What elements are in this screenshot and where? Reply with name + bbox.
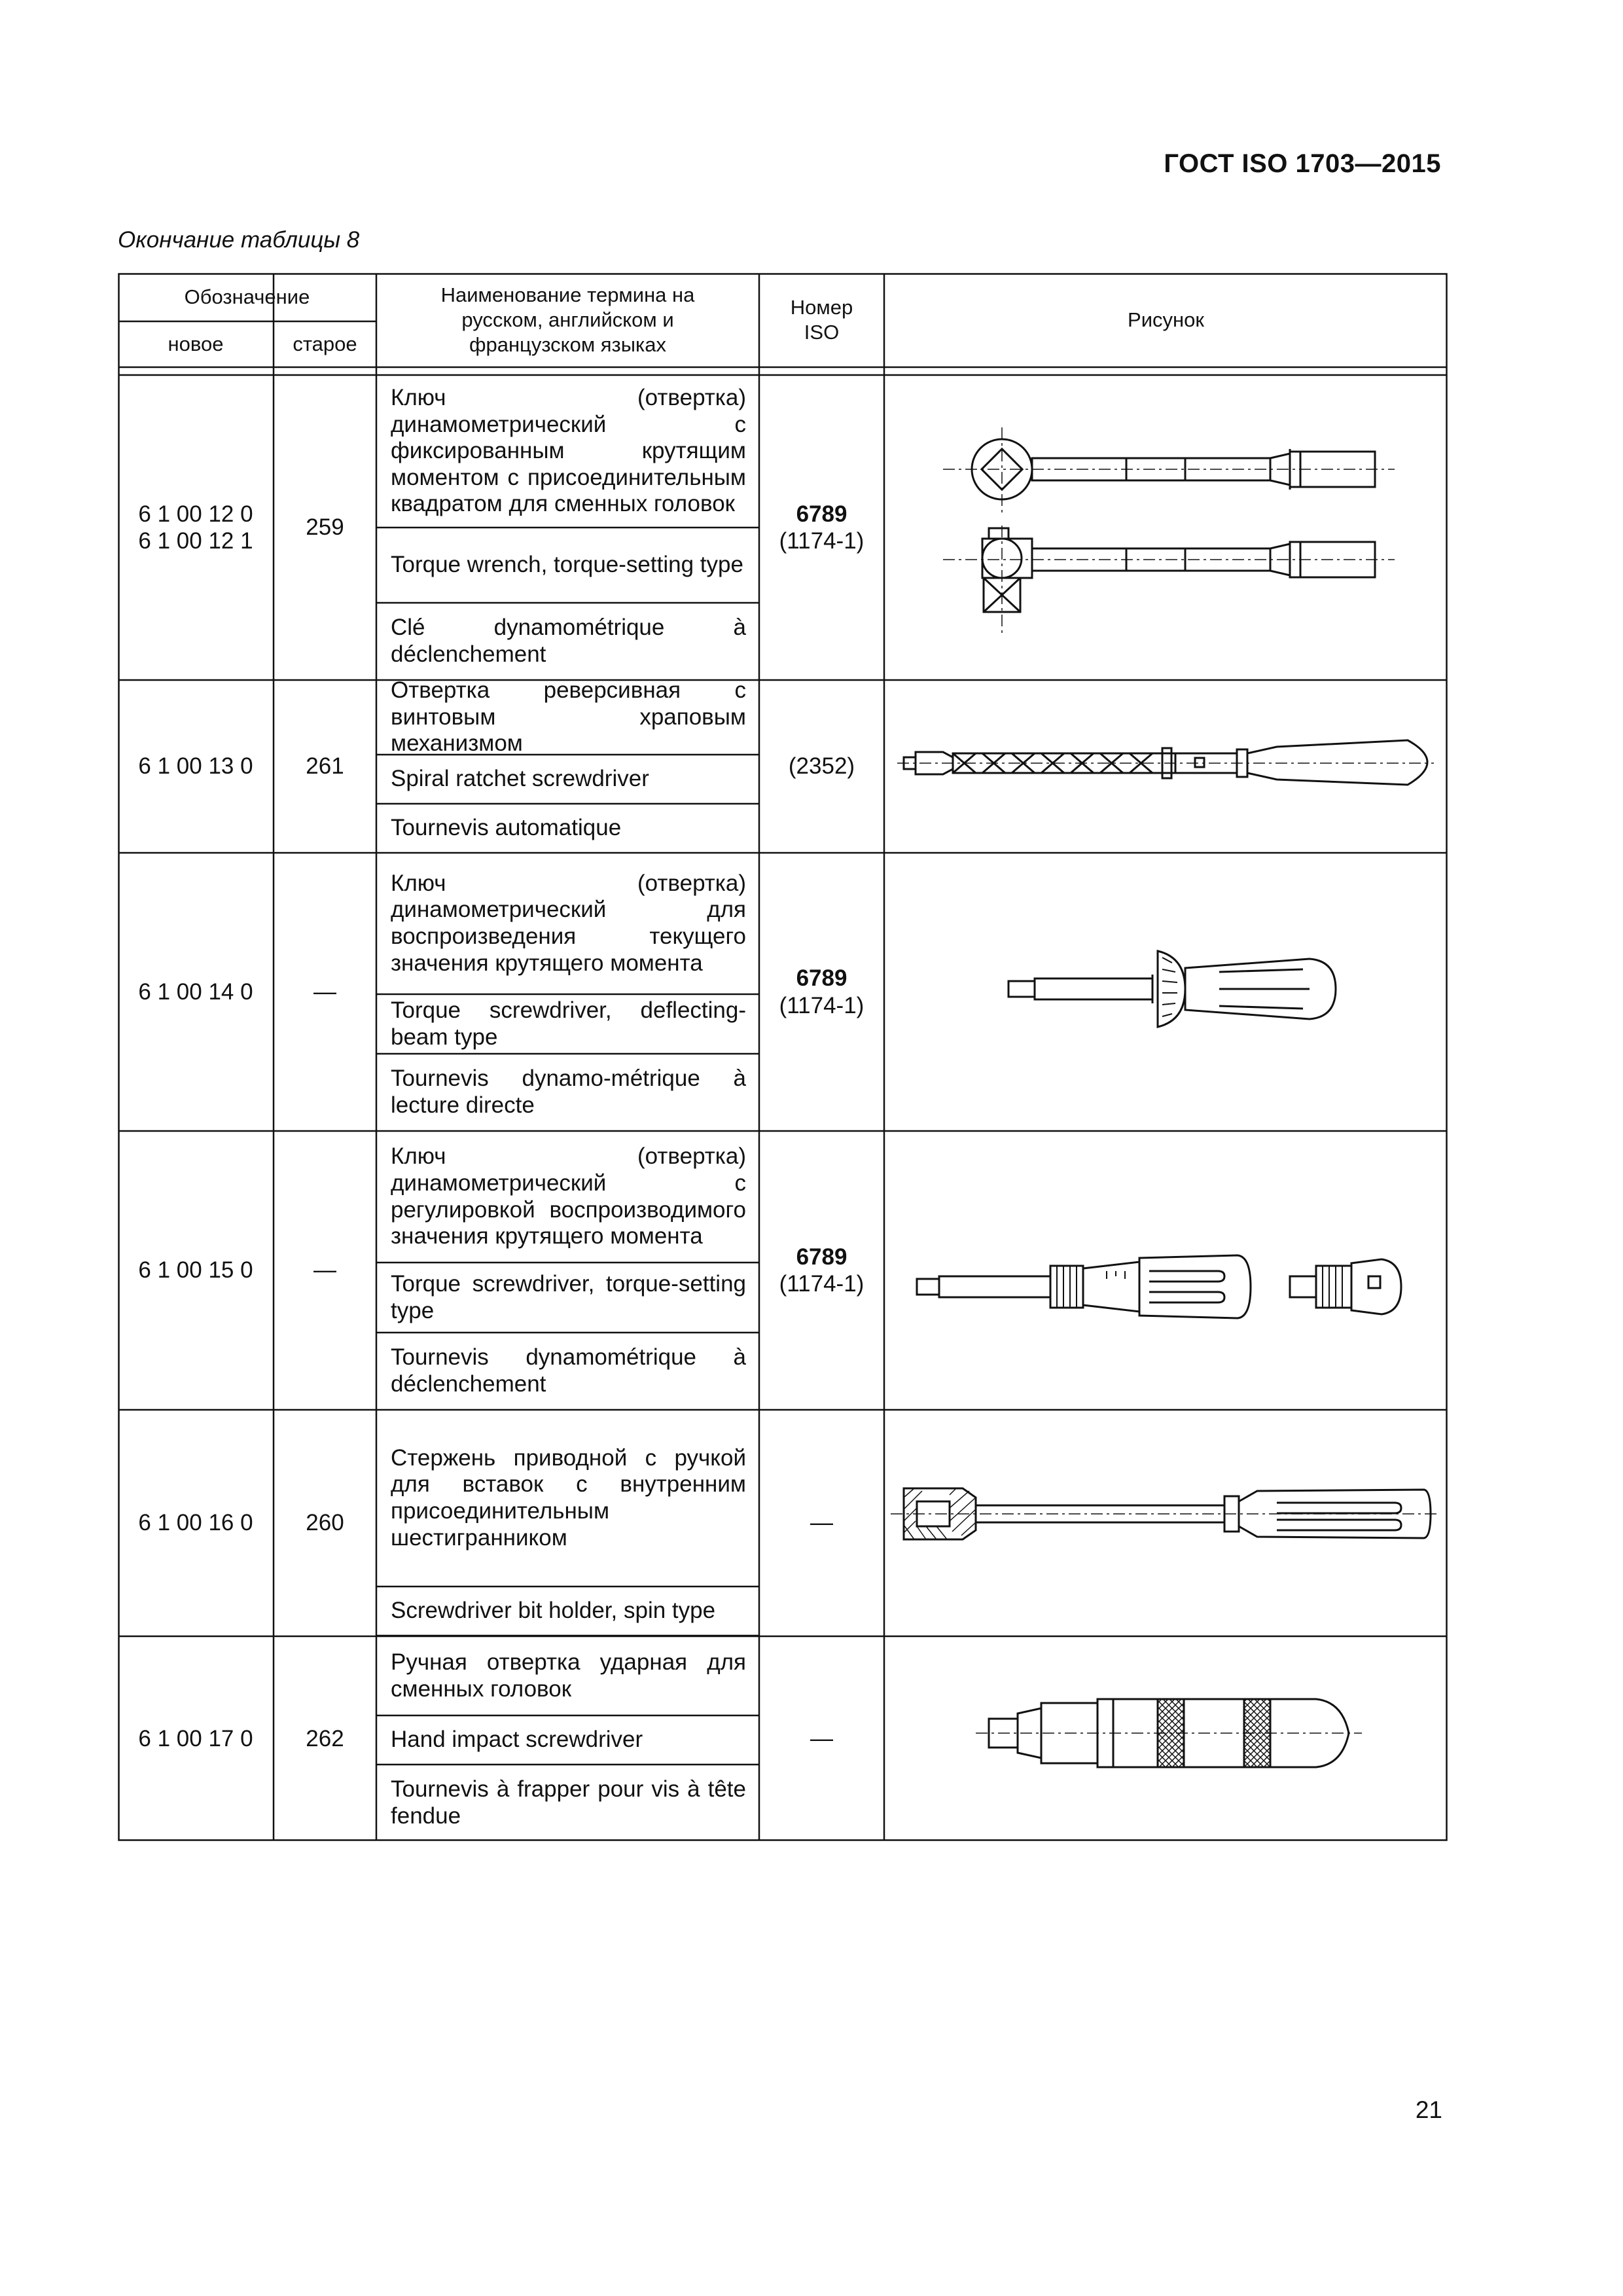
row-1-iso-main: 6789 [796, 501, 847, 527]
row-6-iso [759, 1636, 884, 1841]
table-caption: Окончание таблицы 8 [118, 227, 360, 253]
header-new: новое [168, 332, 224, 356]
row-3-iso-sub: (1174-1) [779, 992, 865, 1018]
row-3-term-fr: Tournevis dynamo-métrique à lecture directe [391, 1066, 746, 1118]
torque-setting-drawing [884, 1131, 1448, 1410]
document-code: ГОСТ ISO 1703—2015 [1164, 149, 1441, 178]
row-6-code-new: 6 1 00 17 0 [138, 1725, 253, 1751]
row-5-term-ru: Стержень приводной с ручкой для вставок с внутренним присоединительным шестигранником [391, 1444, 746, 1551]
row-5-code-new: 6 1 00 16 0 [138, 1510, 253, 1536]
row-2-code-new: 6 1 00 13 0 [138, 753, 253, 780]
row-2-term-ru: Отвертка реверсивная с винтовым храповым механизмом [391, 677, 746, 757]
row-4-iso-sub: (1174-1) [779, 1271, 865, 1297]
impact-screwdriver-figure [884, 1636, 1448, 1841]
row-4-iso [759, 1131, 884, 1410]
torque-wrench-figure [884, 375, 1448, 680]
row-5-iso-sub: — [810, 1510, 833, 1536]
row-2-term-en: Spiral ratchet screwdriver [391, 766, 649, 792]
row-6-term-en: Hand impact screwdriver [391, 1727, 643, 1753]
header-term-name: Наименование термина на русском, английском и французском языках [440, 283, 695, 356]
row-4-term-fr: Tournevis dynamométrique à déclenchement [391, 1344, 746, 1397]
header-old: старое [293, 332, 357, 356]
row-2-iso [759, 680, 884, 853]
row-4-code-old: — [313, 1257, 336, 1283]
bit-holder-figure [884, 1410, 1448, 1636]
header-iso-number: Номер ISO [790, 296, 853, 344]
row-4-term-en: Torque screwdriver, torque-setting type [391, 1270, 746, 1323]
torque-setting-screwdriver-figure [884, 1131, 1448, 1410]
row-2-iso-sub: (2352) [788, 753, 855, 780]
row-1-code-new: 6 1 00 12 0 6 1 00 12 1 [138, 501, 253, 554]
row-4-code-new: 6 1 00 15 0 [138, 1257, 253, 1283]
row-1-term-ru: Ключ (отвертка) динамометрический с фиксированным крутящим моментом с присоединительным квадратом для сменных головок [391, 385, 746, 517]
header-figure: Рисунок [1128, 308, 1204, 332]
row-3-code-new: 6 1 00 14 0 [138, 978, 253, 1005]
bit-holder-drawing [884, 1410, 1448, 1636]
row-6-code-old: 262 [306, 1725, 344, 1751]
row-5-code-old: 260 [306, 1510, 344, 1536]
row-5-iso [759, 1410, 884, 1636]
row-3-term-ru: Ключ (отвертка) динамометрический для воспроизведения текущего значения крутящего момента [391, 870, 746, 976]
row-2-term-fr: Tournevis automatique [391, 815, 622, 841]
row-6-term-fr: Tournevis à frapper pour vis à tête fendue [391, 1776, 746, 1829]
spiral-ratchet-screwdriver-figure [884, 680, 1448, 853]
row-3-code-old: — [313, 978, 336, 1005]
row-6-iso-sub: — [810, 1725, 833, 1751]
row-1-term-fr: Clé dynamométrique à déclenchement [391, 615, 746, 667]
row-6-term-ru: Ручная отвертка ударная для сменных головок [391, 1649, 746, 1702]
row-4-iso-main: 6789 [796, 1244, 847, 1270]
row-3-iso [759, 853, 884, 1131]
spiral-ratchet-drawing [884, 680, 1448, 853]
row-1-code-old: 259 [306, 514, 344, 541]
deflecting-beam-screwdriver-figure [884, 853, 1448, 1131]
header-designation: Обозначение [184, 285, 310, 309]
row-1-iso [759, 375, 884, 680]
terms-table [118, 273, 1448, 1841]
deflecting-beam-drawing [884, 853, 1448, 1131]
row-3-term-en: Torque screwdriver, deflecting-beam type [391, 997, 746, 1050]
row-5-term-en: Screwdriver bit holder, spin type [391, 1598, 716, 1624]
row-4-term-ru: Ключ (отвертка) динамометрический с регулировкой воспроизводимого значения крутящего момента [391, 1143, 746, 1249]
page-number: 21 [1415, 2096, 1442, 2123]
row-1-term-en: Torque wrench, torque-setting type [391, 552, 743, 578]
row-3-iso-main: 6789 [796, 965, 847, 992]
row-2-code-old: 261 [306, 753, 344, 780]
row-1-iso-sub: (1174-1) [779, 528, 865, 554]
torque-wrench-drawing [884, 375, 1448, 680]
impact-screwdriver-drawing [884, 1636, 1448, 1841]
